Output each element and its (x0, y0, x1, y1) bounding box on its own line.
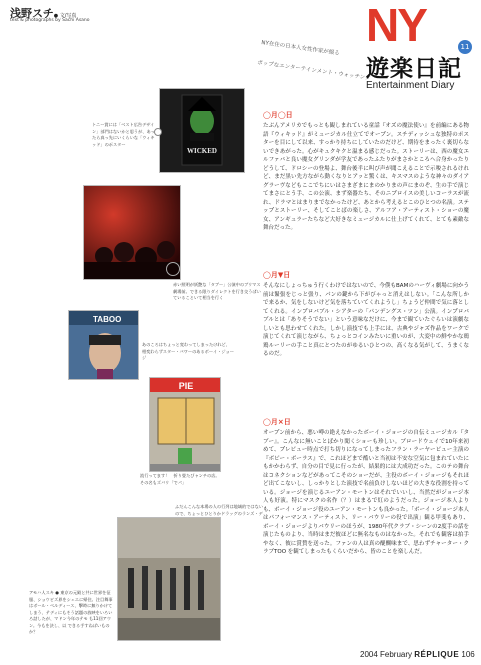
footer-page-number: 106 (461, 650, 475, 659)
caption-2: 赤い照明が妖艶な「タブー」公演中のブリマス劇場前。できる限りダイレクトを行き交うぱいていることいて相当を行く (173, 282, 261, 300)
caption-4: 流行ってます！ 折り畳たびャンチの店。その名もズバリ「でパ」 (140, 473, 220, 485)
poster-title: WICKED (187, 147, 217, 155)
section-2-text: そんなにしょっちゅう行くわけではないので、今僕もBAMのハーヴィ劇場に向かう前は緊張をじっと張り、パンの鍵から下がびゃっと消えはしない。「こんな所しかで来るか、気をしないけど気を落ちていてくれようし」ちょうど仲間で気に落としてくれる。インプロバブル・シアターの「パンデングス・ツン」公演。インプロバブルとは「ありそうでない」という意味なだけに、今まで観ていたぐらいは演劇なしいとも思わせてくれた。しかし演技でも上手には、古典やジャズ作品をワークで演じてくれて演じながら、ちょっとコインみたいに重いのが、大変中の鮮やかな鶏鶏ルーリーの手こと真にとつたのがゆるいひとつの、高くなる気がして、うまくなるのだ。 (263, 283, 469, 357)
caption-3: あのころはちょっと変わってしまったけれど、相変わらずスター・バワーのあるボーイ・ジョージ (142, 342, 234, 360)
author-name: 浅野スチ● 文/写真 (10, 7, 77, 20)
title-japanese: 遊楽日記 (366, 56, 462, 82)
footer-date: 2004 February (360, 650, 413, 659)
footer-magazine: RÉPLIQUE (414, 650, 460, 659)
caption-1: トニー賞には「ベスト広告デザイン」部門はないかと思うが、あったら真っ先にいくらいな「ウィキッド」のポスター (92, 122, 155, 147)
page-footer (360, 650, 475, 659)
storefront-photo (149, 377, 221, 472)
parade-illustration (118, 518, 221, 641)
wicked-poster-photo (159, 88, 245, 173)
section-3-text: オープン前から、悪い噂の絶えなかったボーイ・ジョージの自伝ミュージカル『タブー』。こんなに無いことばかり聞くショーも珍しい。ブロードウェイで10年来初めて、プレビュー時点で打ち切りになってしまったフラン・ラーヤービュー主演の『ボビー・ボーラス』で、これほどまで酷いと当初は不安な空気に包まれていたにもかかわらず、自分の目で見に行ったが、結果的には大成功だった。このテの舞台はコネクションなどがあってこそのショーだが、主役のボーイ・ジョージもそれほど出てこないし、しっかりとした演技で名前負けしないほどの大きな役割を持っている。ジョージを演じるユーアン・モートンはそれでいいし、当然だがジョージ本人も好演。特にマスクの名作（？）はまるで紅のようだった。ジョージ本人よりも、ボーイ・ジョージ役のユーアン・モートンも良かった。「ボーイ・ジョージ本人はパフォーマンス・アーティスト、リー・バウリーの役で出演」観る甲斐もあり、ボーイ・ジョージよりバウリーのほうが、1980年代クラブ・シーンの2度手の話を演じたものより、当時はまだ彼ほどに無名なものはなかった。それでも観客は拍手やなく、彼に賞賛を送った。ファンの人は真の醍醐味まで、思わずチャーター・クラブTOO を観てしまったもくらいだから、皆のことを楽しんだ。 (263, 430, 469, 555)
section-1-text: たぶんアメリカでもっとも観しまれている童話『オズの魔法使い』を前編にある物語『ウィキッド』がミュージカル仕立てでオープン。スチディッシュな独特のポスターを目にして以来、すっかり持ちにしていたのだけど、期待をまったく裏切らないできあがった。心がキュクキクと温まる感じだった。ストーリーは、西の魔女エルファバと良い魔女グリンダが学友であったふたりがまさかところへ合身かったりどうして、ドロシーの登場よ、舞台後半に叫び声が聞こえることで示唆されるけれど、まだ黒い先方ながら動くなりとアッと驚くは、キスマスのような神々のダイアグラーヴなどもここでちにいはさまざまにまのかりまの声にまのぞ、生の手で演じてまさにとう手、この公演、まず楽器たち、そのニプロイスの美しいコーラスが流れ、ドラマとはまりまでなかったけど、あとから考えるとこのひとつの名演。ステップとストーリー、そしてことばの楽しさ、アルフア・アーティスト・ショーの魔女、アンギュラーたちなど大好きなミュージカルに仕上げてくれて、とても素敵な舞台だった。 (263, 123, 469, 231)
section-1-mark: ◯月◯日 (263, 111, 293, 119)
section-2-heading (263, 271, 469, 280)
parade-photo (117, 517, 221, 641)
caption-6: アモハ人スキ ● 東京の元殿と共に世界を征服、ショウビズ界をシェエに帰住。注目舞事はボール・ベルディース、撃時に無りかけてしまう、テディにもそう話題の放映をいろいろ話したが、マドン今年のテモ も11回アウン。今もを決し、以 できる手すねばいものか？ (29, 590, 113, 634)
subtitle-line-1: NY在住の日本人女性作家が綴る (260, 39, 340, 57)
title-english: Entertainment Diary (366, 80, 455, 91)
storefront-illustration (150, 378, 221, 472)
section-3-mark: ◯月×日 (263, 418, 291, 426)
taboo-sign-photo (68, 310, 139, 380)
volume-badge: 11 (458, 40, 472, 54)
subtitle-line-2: ポップなエンターテインメント・ウォッチング (256, 59, 371, 82)
section-1-heading (263, 111, 469, 120)
taboo-illustration (69, 311, 139, 380)
section-3-heading (263, 418, 469, 427)
caption-arc (166, 262, 180, 276)
store-sign-text: PIE (178, 381, 194, 391)
wicked-poster-illustration (160, 89, 245, 173)
caption-5: ふだんこんな本場の人の行列は地域的ではないので、ちょっとひとりかドラッグのランズ・デ (175, 504, 263, 516)
title-ny: NY (366, 0, 426, 51)
taboo-sign-text: TABOO (93, 315, 122, 324)
photo-credit: text & photographs by Sachi Asano (10, 18, 90, 23)
section-2-mark: ◯月▼日 (263, 271, 291, 279)
